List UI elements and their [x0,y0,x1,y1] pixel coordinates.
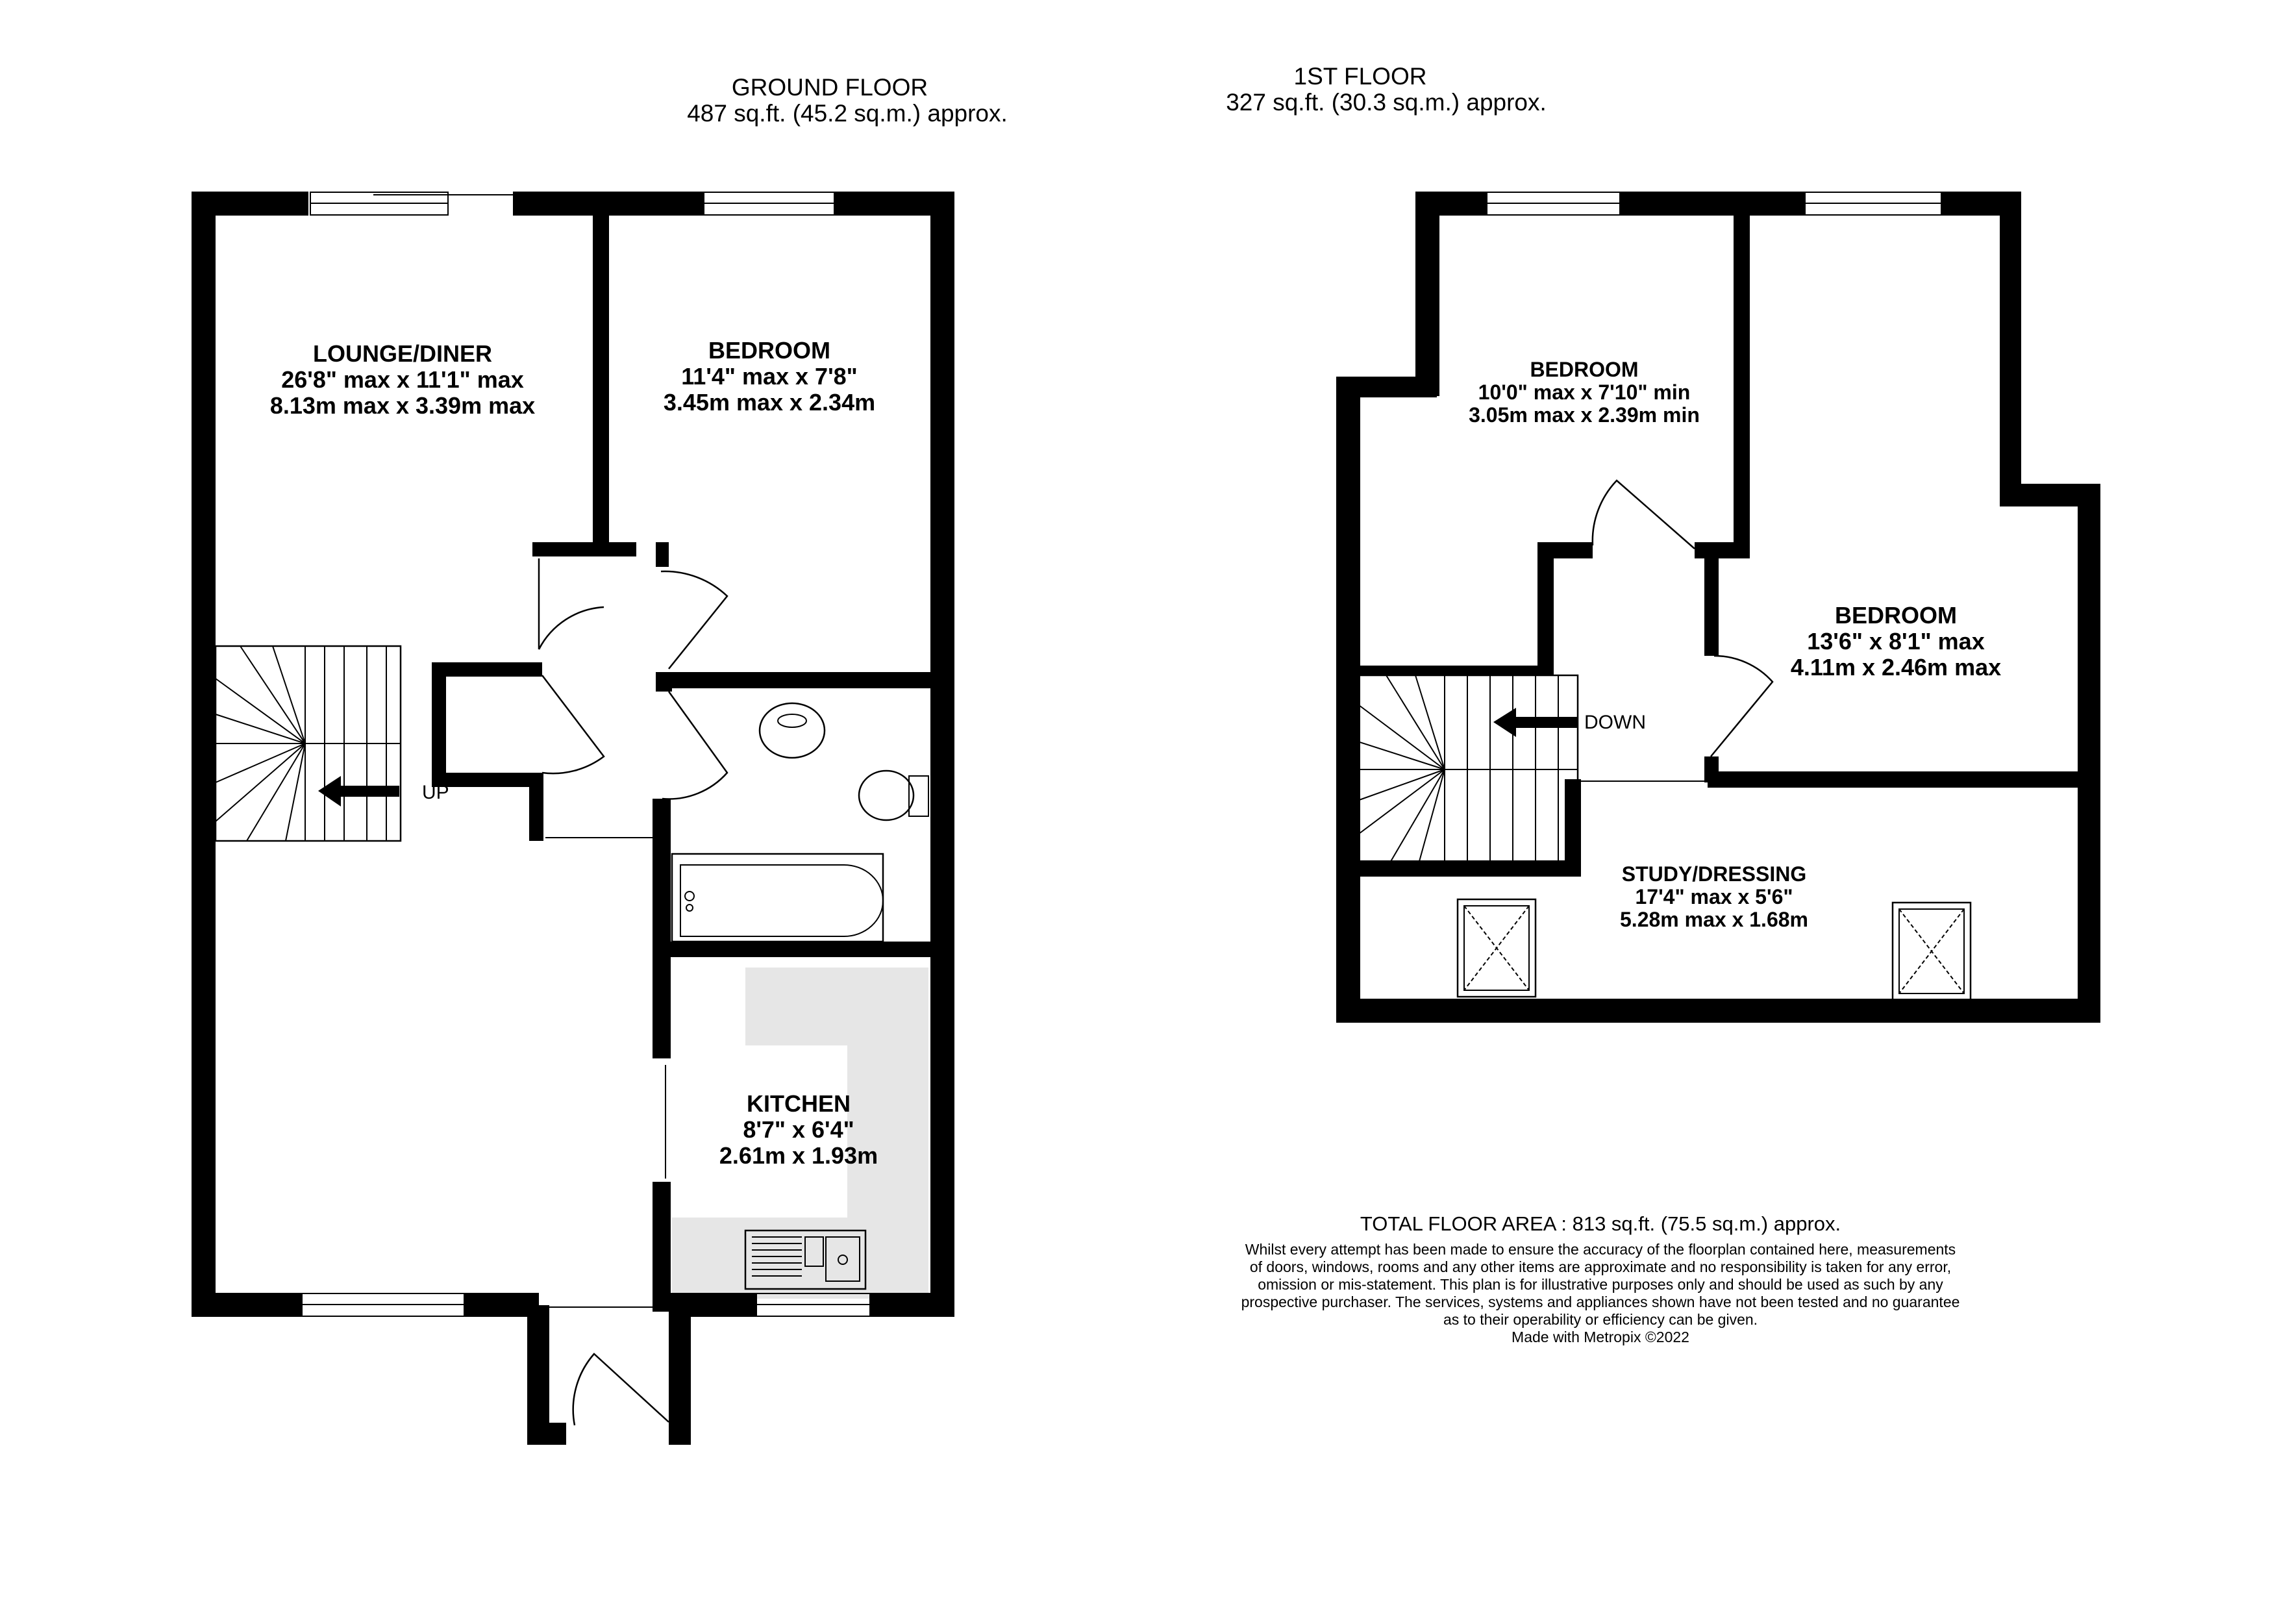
wall [656,672,672,692]
wall [656,542,669,567]
svg-text:17'4" max x 5'6": 17'4" max x 5'6" [1635,885,1793,908]
svg-text:4.11m x 2.46m max: 4.11m x 2.46m max [1790,654,2002,681]
wall [1415,192,1439,396]
wall [1537,542,1554,675]
room-label-lounge-diner [270,340,535,419]
wall [1708,771,2091,788]
wall [1734,208,1750,545]
wall [1336,999,2100,1023]
wall [870,1293,954,1317]
bathroom-fixtures [672,703,928,942]
svg-text:STUDY/DRESSING: STUDY/DRESSING [1621,862,1807,886]
ground-floor-plan [192,192,954,1445]
arrow-left-icon [318,776,341,806]
room-label-bedroom-ground [664,337,875,416]
room-label-bedroom-2 [1791,602,2001,681]
svg-text:LOUNGE/DINER: LOUNGE/DINER [312,340,493,367]
svg-text:BEDROOM: BEDROOM [1835,602,1957,629]
disclaimer-line: of doors, windows, rooms and any other items are approximate and no responsibility is taken for any error, [1249,1258,1952,1275]
svg-text:26'8" max x 11'1" max: 26'8" max x 11'1" max [281,366,524,393]
wall [2000,192,2021,503]
wall [1415,192,1487,216]
wall [656,672,954,688]
svg-text:8.13m max x 3.39m max: 8.13m max x 3.39m max [269,392,536,419]
svg-text:KITCHEN: KITCHEN [747,1090,851,1117]
wall [653,1182,671,1312]
wall [432,662,542,677]
svg-text:11'4" max x 7'8": 11'4" max x 7'8" [681,363,858,390]
door-swing [661,571,727,669]
skylight-icon [1893,903,1971,1000]
toilet-icon [859,771,914,820]
wall [594,192,698,216]
wall [593,192,609,542]
wall [1360,666,1554,675]
wall [1620,192,1805,216]
total-floor-area: TOTAL FLOOR AREA : 813 sq.ft. (75.5 sq.m.) approx. [1360,1212,1841,1235]
wall [653,799,671,1058]
staircase [216,646,449,841]
wall [1695,542,1750,558]
wall [1336,377,1360,1023]
wall [527,1423,566,1445]
disclaimer-line: prospective purchaser. The services, systems and appliances shown have not been tested and no guarantee [1241,1293,1960,1310]
bath-icon [672,854,883,942]
svg-text:3.45m max x 2.34m: 3.45m max x 2.34m [663,389,876,416]
svg-text:2.61m x 1.93m: 2.61m x 1.93m [719,1142,878,1169]
stairs-up-label: UP [422,782,449,803]
room-label-study-dressing [1620,862,1808,931]
disclaimer-line: omission or mis-statement. This plan is for illustrative purposes only and should be used as such by any [1258,1276,1943,1293]
front-door-swing [573,1354,669,1425]
wall [1336,377,1437,397]
staircase [1354,675,1646,864]
wall [192,192,216,1317]
first-floor-plan [1336,192,2100,1023]
footer [1241,1212,1960,1345]
door-swing [1593,481,1695,549]
wall [192,1293,302,1317]
first-floor-area: 327 sq.ft. (30.3 sq.m.) approx. [1226,89,1547,116]
wall [653,942,954,957]
ground-floor-title: GROUND FLOOR [731,74,928,101]
door-swing [662,692,727,799]
disclaimer-line: as to their operability or efficiency can be given. [1443,1311,1758,1328]
wall [669,1305,691,1445]
first-floor-title: 1ST FLOOR [1293,63,1427,90]
wall [2078,484,2100,1023]
svg-text:BEDROOM: BEDROOM [708,337,830,364]
svg-text:8'7" x 6'4": 8'7" x 6'4" [743,1116,854,1143]
svg-text:BEDROOM: BEDROOM [1530,358,1639,381]
room-label-bedroom-1 [1469,358,1700,427]
wall [192,192,308,216]
svg-text:5.28m max x 1.68m: 5.28m max x 1.68m [1620,908,1808,931]
svg-text:13'6" x 8'1" max: 13'6" x 8'1" max [1807,628,1985,655]
ground-floor-area: 487 sq.ft. (45.2 sq.m.) approx. [687,100,1008,127]
disclaimer-line: Whilst every attempt has been made to ensure the accuracy of the floorplan contained here, measurements [1245,1241,1956,1258]
made-with-credit: Made with Metropix ©2022 [1512,1329,1689,1345]
skylight-icon [1458,899,1536,997]
svg-text:10'0" max x 7'10" min: 10'0" max x 7'10" min [1478,381,1691,404]
door-swing [1711,656,1773,756]
door-swing [542,675,604,773]
wall [930,192,954,1317]
basin-icon [760,703,825,758]
arrow-left-icon [1493,708,1516,737]
svg-text:3.05m max x 2.39m min: 3.05m max x 2.39m min [1469,403,1700,427]
wall [432,662,446,786]
wall [529,773,543,841]
wall [1704,545,1719,656]
stairs-down-label: DOWN [1584,712,1646,733]
wall [532,542,636,556]
door-swing [539,558,604,649]
